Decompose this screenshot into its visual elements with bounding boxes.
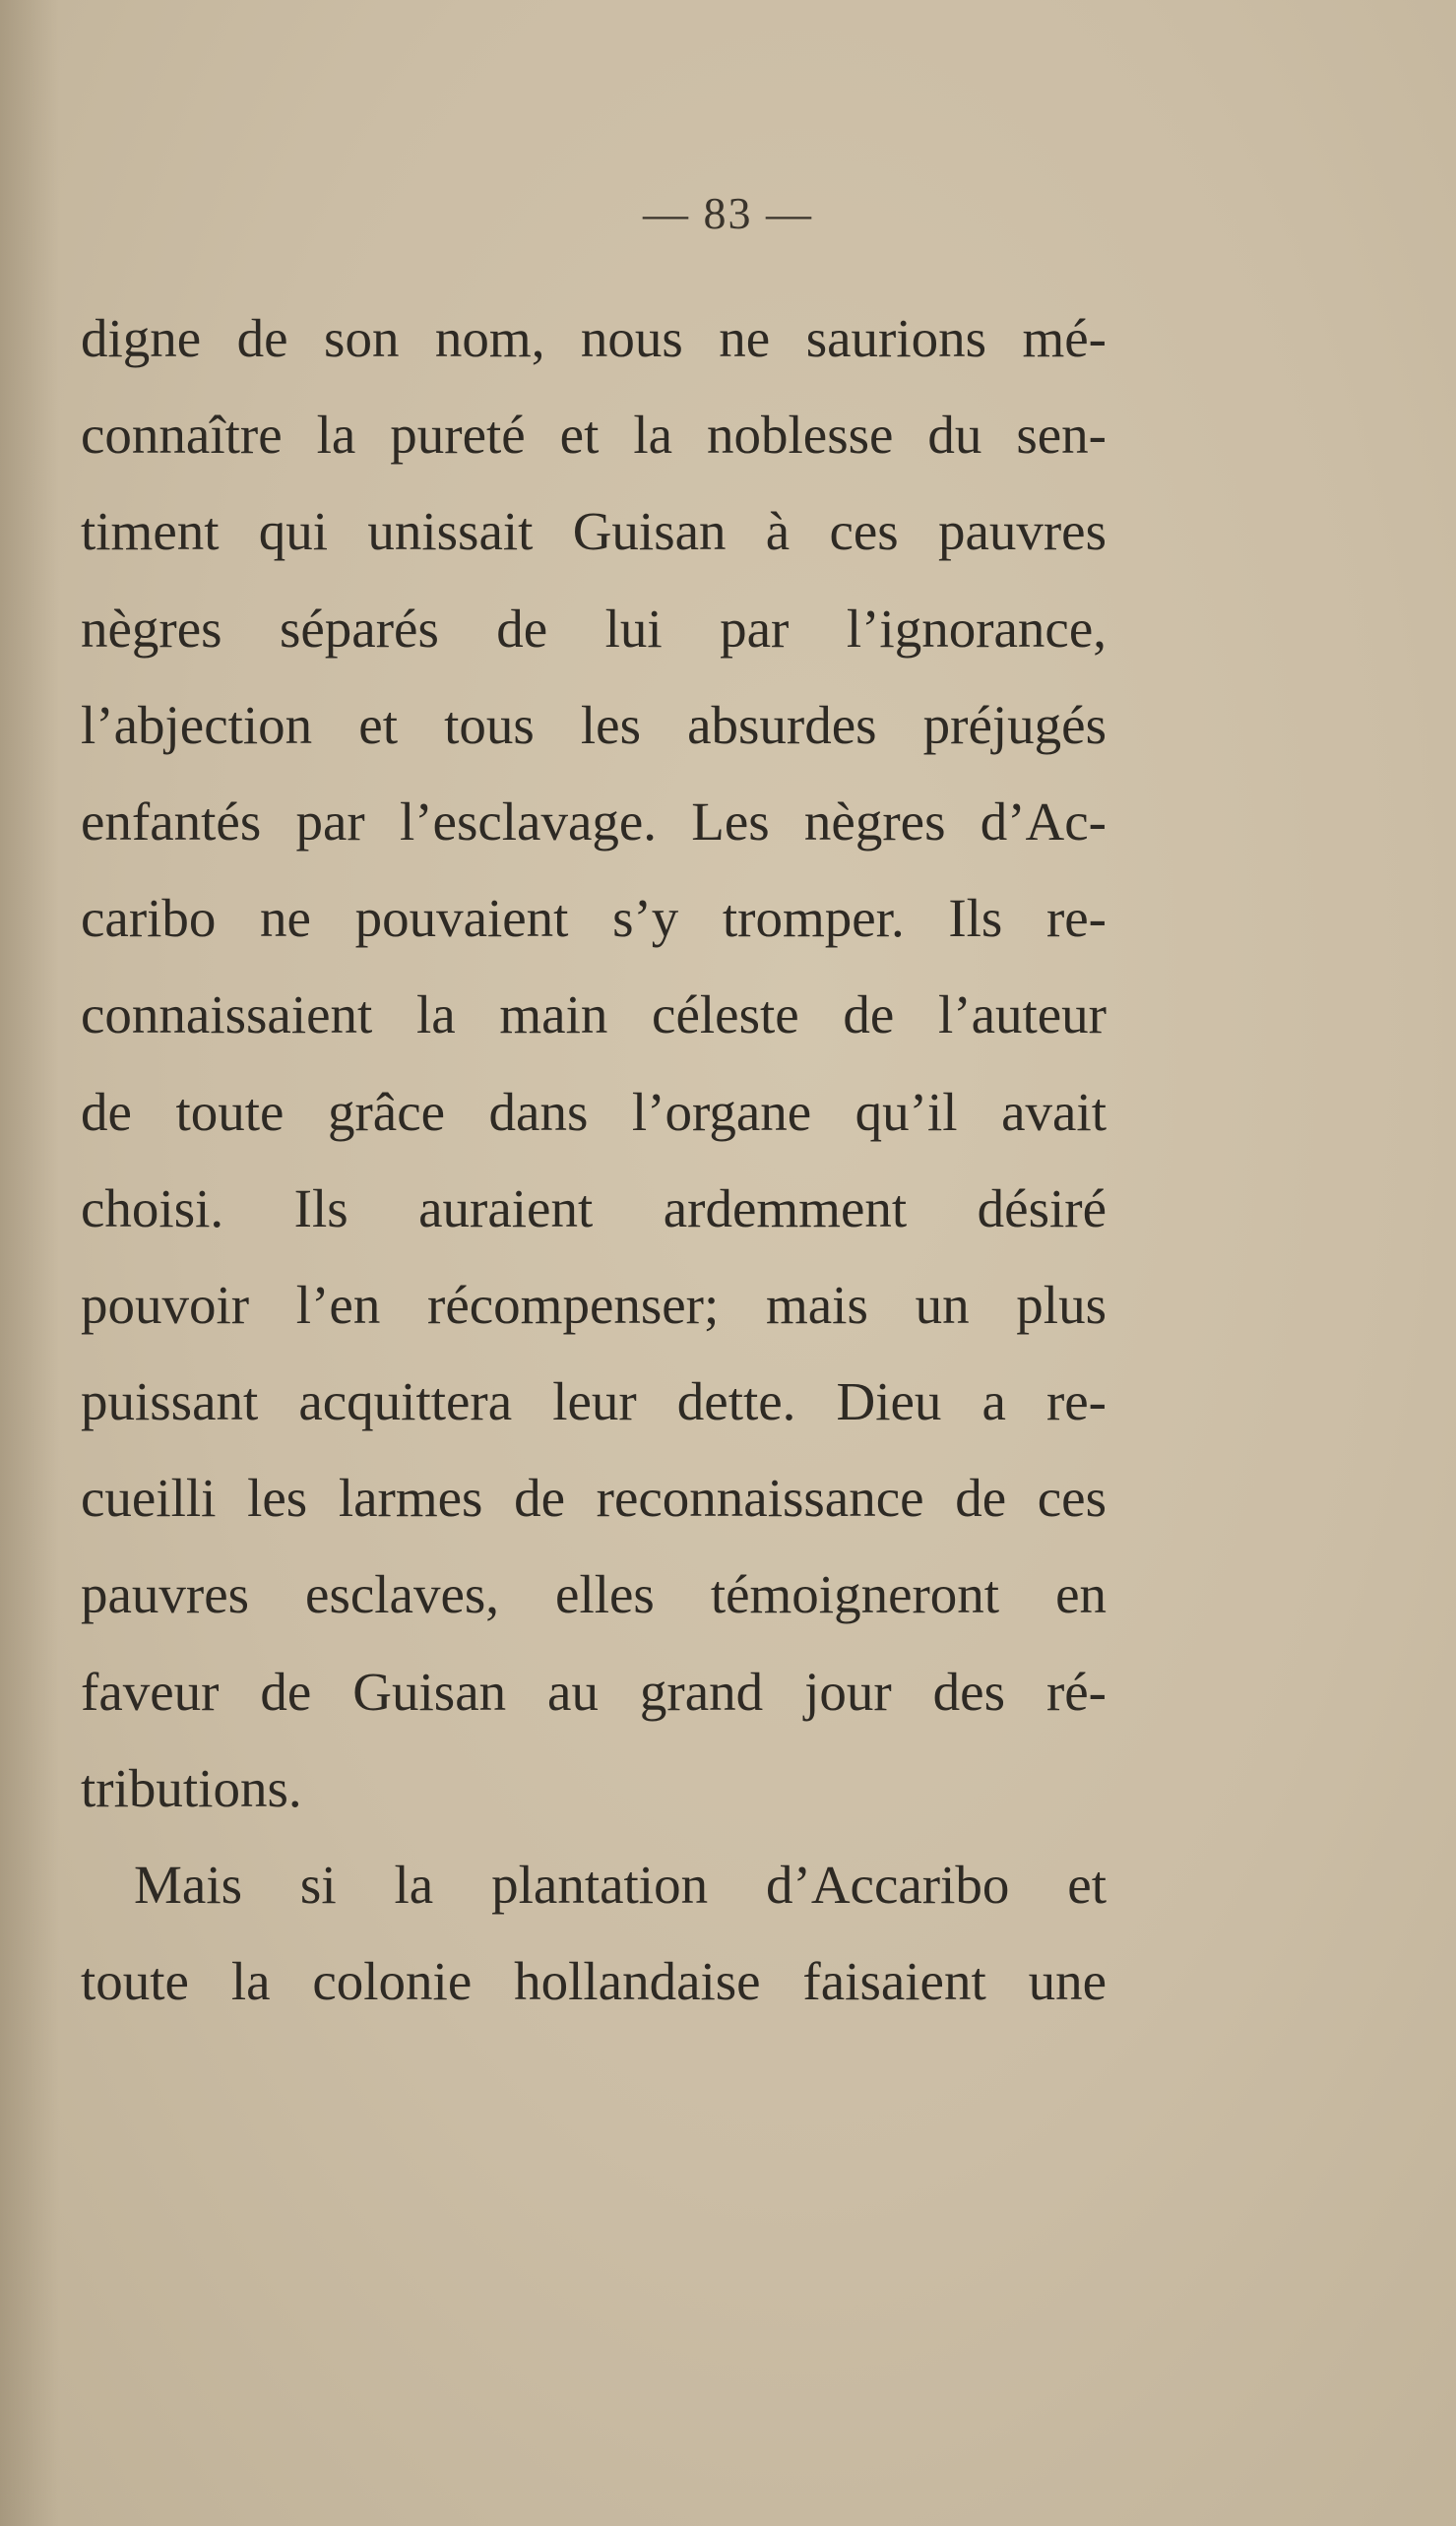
page-edge-shadow xyxy=(0,0,59,2526)
body-text xyxy=(81,290,1107,2030)
text-line: pouvoir l’en récompenser; mais un plus xyxy=(81,1274,1107,1335)
text-line: connaître la pureté et la noblesse du sen- xyxy=(81,405,1107,466)
text-line: toute la colonie hollandaise faisaient une xyxy=(81,1951,1107,2012)
text-line: de toute grâce dans l’organe qu’il avait xyxy=(81,1081,1107,1142)
text-line: faveur de Guisan au grand jour des ré- xyxy=(81,1661,1107,1722)
text-line: digne de son nom, nous ne saurions mé- xyxy=(81,308,1107,368)
text-line: enfantés par l’esclavage. Les nègres d’Ac- xyxy=(81,790,1107,852)
text-line: tributions. xyxy=(81,1757,302,1818)
text-line: choisi. Ils auraient ardemment désiré xyxy=(81,1177,1107,1238)
text-line: cueilli les larmes de reconnaissance de ces xyxy=(81,1468,1107,1529)
text-line: caribo ne pouvaient s’y tromper. Ils re- xyxy=(81,888,1107,949)
text-line: timent qui unissait Guisan à ces pauvres xyxy=(81,501,1107,562)
text-line: pauvres esclaves, elles témoigneront en xyxy=(81,1564,1107,1625)
text-line: connaissaient la main céleste de l’auteur xyxy=(81,984,1107,1045)
page-number: — 83 — xyxy=(643,188,813,238)
text-line: l’abjection et tous les absurdes préjugés xyxy=(81,694,1107,755)
text-line: Mais si la plantation d’Accaribo et xyxy=(134,1855,1107,1915)
text-line: puissant acquittera leur dette. Dieu a re- xyxy=(81,1371,1107,1432)
text-line: nègres séparés de lui par l’ignorance, xyxy=(81,598,1107,659)
